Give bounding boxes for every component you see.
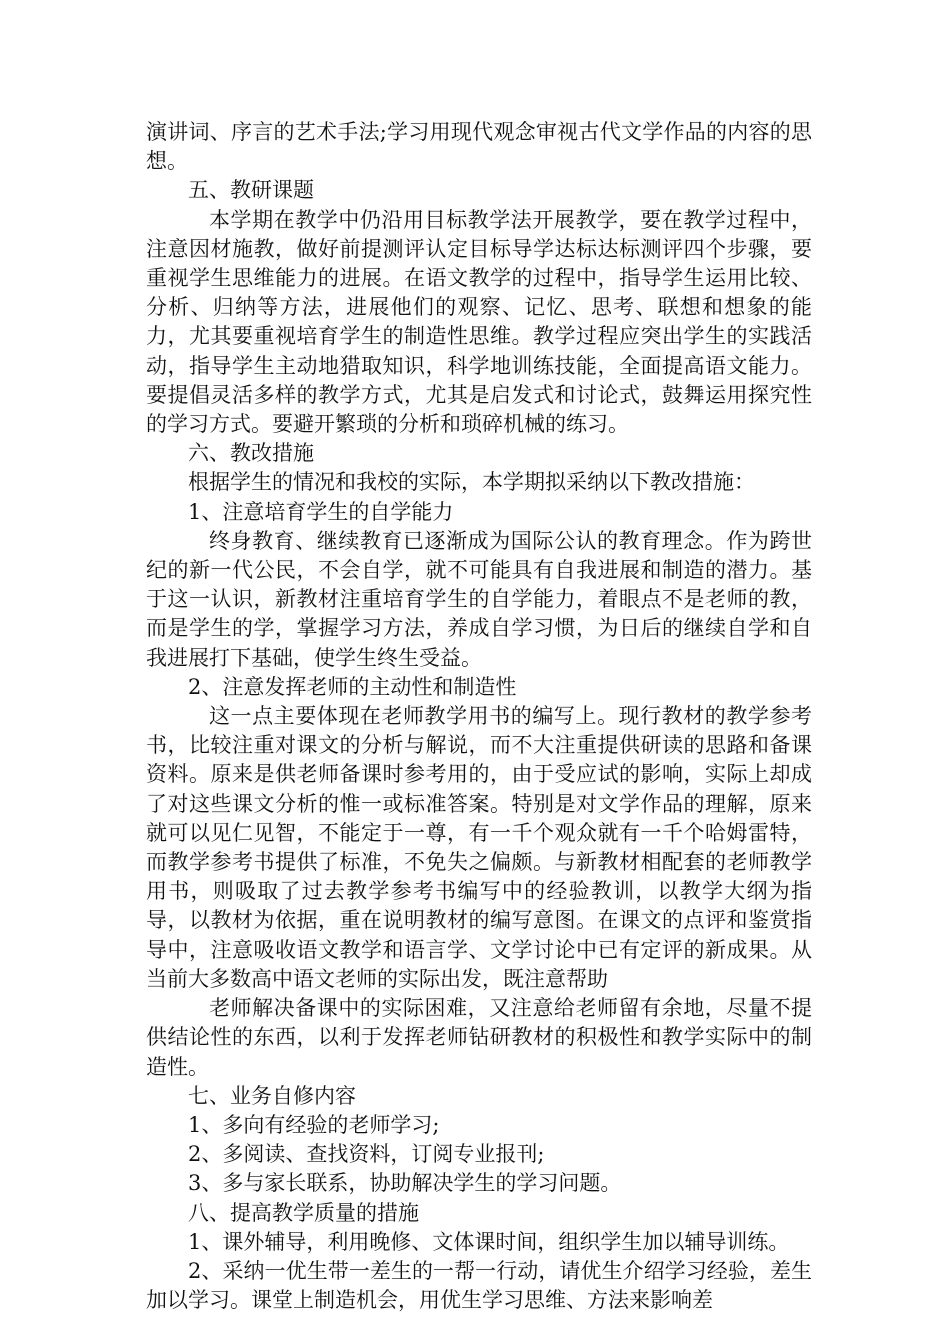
section-heading: 七、业务自修内容 bbox=[188, 1083, 356, 1108]
subsection-heading: 1、注意培育学生的自学能力 bbox=[188, 499, 454, 524]
list-item: 2、采纳一优生带一差生的一帮一行动，请优生介绍学习经验，差生加以学习。课堂上制造机会，用优生学习思维、方法来影响差 bbox=[146, 1258, 812, 1313]
list-item: 1、多向有经验的老师学习; bbox=[188, 1112, 440, 1137]
subsection-heading: 2、注意发挥老师的主动性和制造性 bbox=[188, 674, 517, 699]
list-item: 2、多阅读、查找资料，订阅专业报刊; bbox=[188, 1142, 545, 1167]
paragraph-intro: 根据学生的情况和我校的实际，本学期拟采纳以下教改措施： bbox=[188, 470, 755, 495]
paragraph: 这一点主要体现在老师教学用书的编写上。现行教材的教学参考书，比较注重对课文的分析与解说，而不大注重提供研读的思路和备课资料。原来是供老师备课时参考用的，由于受应试的影响，实际上却成了对这些课文分析的惟一或标准答案。特别是对文学作品的理解，原来就可以见仁见智，不能定于一尊，有一千个观众就有一千个哈姆雷特，而教学参考书提供了标准，不免失之偏颇。与新教材相配套的老师教学用书，则吸取了过去教学参考书编写中的经验教训，以教学大纲为指导，以教材为依据，重在说明教材的编写意图。在课文的点评和鉴赏指导中，注意吸收语文教学和语言学、文学讨论中已有定评的新成果。从当前大多数高中语文老师的实际出发，既注意帮助 bbox=[146, 704, 812, 991]
list-item: 1、课外辅导，利用晚修、文体课时间，组织学生加以辅导训练。 bbox=[188, 1229, 790, 1254]
paragraph: 演讲词、序言的艺术手法;学习用现代观念审视古代文学作品的内容的思想。 bbox=[146, 120, 812, 174]
section-heading: 六、教改措施 bbox=[188, 441, 314, 466]
document-page bbox=[146, 118, 812, 1315]
section-heading: 八、提高教学质量的措施 bbox=[188, 1200, 419, 1225]
paragraph: 老师解决备课中的实际困难，又注意给老师留有余地，尽量不提供结论性的东西，以利于发挥老师钻研教材的积极性和教学实际中的制造性。 bbox=[146, 996, 812, 1079]
paragraph: 终身教育、继续教育已逐渐成为国际公认的教育理念。作为跨世纪的新一代公民，不会自学，就不可能具有自我进展和制造的潜力。基于这一认识，新教材注重培育学生的自学能力，着眼点不是老师的教，而是学生的学，掌握学习方法，养成自学习惯，为日后的继续自学和自我进展打下基础，使学生终生受益。 bbox=[146, 528, 812, 670]
section-heading: 五、教研课题 bbox=[188, 178, 314, 203]
list-item: 3、多与家长联系，协助解决学生的学习问题。 bbox=[188, 1171, 622, 1196]
paragraph: 本学期在教学中仍沿用目标教学法开展教学，要在教学过程中，注意因材施教，做好前提测评认定目标导学达标达标测评四个步骤，要重视学生思维能力的进展。在语文教学的过程中，指导学生运用比较、分析、归纳等方法，进展他们的观察、记忆、思考、联想和想象的能力，尤其要重视培育学生的制造性思维。教学过程应突出学生的实践活动，指导学生主动地猎取知识，科学地训练技能，全面提高语文能力。要提倡灵活多样的教学方式，尤其是启发式和讨论式，鼓舞运用探究性的学习方式。要避开繁琐的分析和琐碎机械的练习。 bbox=[146, 207, 812, 437]
